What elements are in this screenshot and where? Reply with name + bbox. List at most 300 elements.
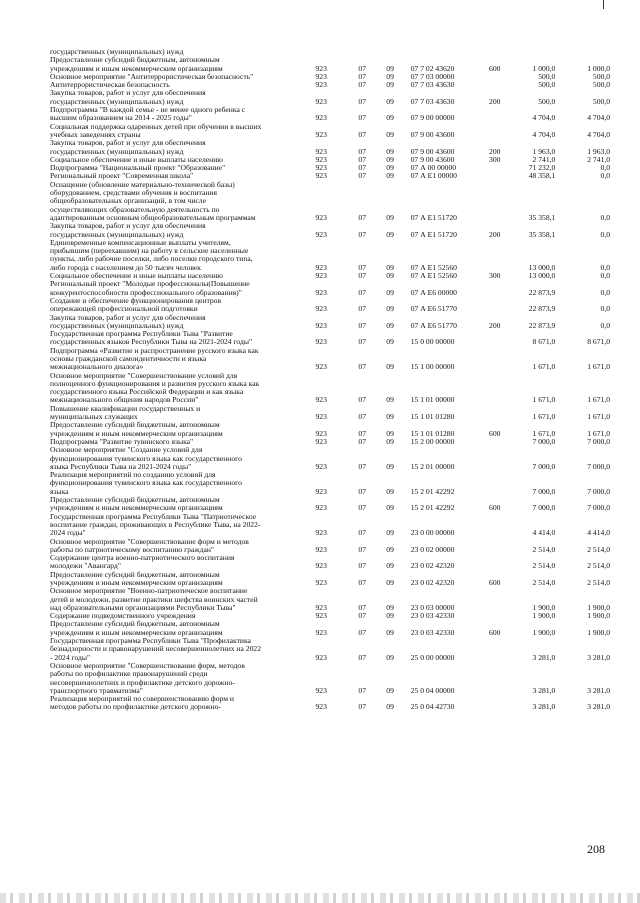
row-amount-first: 2 514,0	[532, 544, 556, 554]
row-target-article: 15 2 01 42292	[410, 503, 455, 513]
row-section: 07	[358, 229, 367, 239]
row-target-article: 23 0 03 42330	[410, 627, 455, 637]
row-subsection: 09	[386, 287, 394, 297]
table-row	[50, 554, 610, 562]
row-subsection: 09	[386, 229, 394, 239]
row-target-article: 23 0 03 00000	[410, 602, 455, 612]
row-amount-second: 0,0	[600, 320, 611, 330]
row-expense-type: 200	[489, 320, 501, 330]
row-section: 07	[358, 702, 367, 712]
row-amount-first: 7 000,0	[532, 436, 556, 446]
scan-edge-noise	[0, 893, 640, 903]
row-section: 07	[358, 436, 367, 446]
row-name: Основное мероприятие "Создание условий для	[50, 445, 203, 455]
row-name: функционирования тувинского языка как государственного	[50, 453, 242, 463]
row-section: 07	[358, 212, 367, 222]
row-expense-type: 200	[489, 146, 501, 156]
row-name: Реализация мероприятий по совершенствованию форм и	[50, 694, 234, 704]
row-section: 07	[358, 561, 367, 571]
row-name: работы по профилактике правонарушений среди	[50, 669, 208, 679]
row-target-article: 23 0 00 00000	[410, 528, 455, 538]
row-target-article: 25 0 04 42730	[410, 702, 455, 712]
row-name: Предоставление субсидий бюджетным, автономным	[50, 55, 220, 65]
row-name: Предоставление субсидий бюджетным, автономным	[50, 495, 220, 505]
row-target-article: 07 А Е6 51770	[410, 320, 457, 330]
row-amount-first: 4 704,0	[532, 113, 556, 123]
row-amount-second: 1 900,0	[587, 602, 611, 612]
row-name: Содержание центра военно-патриотического воспитания	[50, 553, 235, 563]
row-grbs: 923	[315, 129, 327, 139]
row-section: 07	[358, 129, 367, 139]
row-name: государственного языка Российской Федерации и как языка	[50, 387, 244, 397]
row-amount-first: 7 000,0	[532, 503, 556, 513]
row-amount-first: 500,0	[538, 96, 556, 106]
row-section: 07	[358, 486, 367, 496]
row-name: Закупка товаров, работ и услуг для обеспечения	[50, 88, 206, 98]
row-name: транспортного травматизма"	[50, 685, 143, 695]
row-name: Государственная программа Республики Тыва "Патриотическое	[50, 511, 257, 521]
row-amount-second: 4 704,0	[587, 129, 611, 139]
row-section: 07	[358, 528, 367, 538]
row-amount-second: 0,0	[600, 262, 611, 272]
row-expense-type: 600	[489, 627, 501, 637]
row-section: 07	[358, 602, 367, 612]
row-grbs: 923	[315, 212, 327, 222]
row-target-article: 15 2 01 00000	[410, 461, 455, 471]
row-name: либо города с населением до 50 тысяч человек	[50, 262, 201, 272]
row-target-article: 07 А Е6 00000	[410, 287, 457, 297]
row-grbs: 923	[315, 503, 327, 513]
row-amount-second: 2 514,0	[587, 544, 611, 554]
row-grbs: 923	[315, 171, 327, 181]
row-target-article: 23 0 02 00000	[410, 544, 455, 554]
row-amount-second: 2 741,0	[587, 154, 611, 164]
row-section: 07	[358, 685, 367, 695]
row-name: над образовательными организациями Республики Тыва"	[50, 602, 236, 612]
row-amount-second: 0,0	[600, 287, 611, 297]
row-amount-second: 1 671,0	[587, 428, 611, 438]
row-section: 07	[358, 96, 367, 106]
row-name: полноценного функционирования и развития русского языка как	[50, 378, 260, 388]
row-name: воспитание граждан, проживающих в Республике Тыва, на 2022-	[50, 519, 261, 529]
row-section: 07	[358, 304, 367, 314]
row-amount-first: 1 900,0	[532, 627, 556, 637]
row-name: государственных (муниципальных) нужд	[50, 47, 184, 56]
row-name: Подпрограмма "В каждой семье - не менее одного ребенка с	[50, 105, 246, 115]
row-target-article: 07 А Е6 51770	[410, 304, 457, 314]
row-grbs: 923	[315, 287, 327, 297]
row-name: муниципальных служащих	[50, 412, 138, 422]
row-target-article: 07 9 00 00000	[410, 113, 455, 123]
row-name: Социальное обеспечение и иные выплаты населению	[50, 271, 223, 281]
row-subsection: 09	[386, 63, 394, 73]
row-target-article: 07 А Е1 52560	[410, 271, 457, 281]
row-target-article: 25 0 00 00000	[410, 652, 455, 662]
row-name: Основное мероприятие "Совершенствование форм, методов	[50, 660, 245, 670]
row-section: 07	[358, 171, 367, 181]
scan-mark	[603, 0, 604, 9]
row-target-article: 07 А Е1 51720	[410, 212, 457, 222]
row-name: Региональный проект "Современная школа"	[50, 171, 194, 181]
row-expense-type: 300	[489, 154, 501, 164]
row-subsection: 09	[386, 544, 394, 554]
row-amount-second: 2 514,0	[587, 578, 611, 587]
row-name: общеобразовательных организаций, в том числе	[50, 196, 206, 206]
row-target-article: 15 1 01 00000	[410, 395, 455, 405]
row-amount-first: 35 358,1	[528, 212, 556, 222]
row-amount-first: 7 000,0	[532, 486, 556, 496]
row-grbs: 923	[315, 80, 327, 90]
row-amount-second: 1 671,0	[587, 395, 611, 405]
row-amount-second: 7 000,0	[587, 486, 611, 496]
row-grbs: 923	[315, 627, 327, 637]
row-name: государственных (муниципальных) нужд	[50, 229, 184, 239]
row-amount-first: 3 281,0	[532, 685, 556, 695]
row-amount-first: 13 000,0	[528, 262, 556, 272]
budget-table	[50, 48, 610, 712]
row-amount-second: 4 704,0	[587, 113, 611, 123]
row-section: 07	[358, 80, 367, 90]
row-section: 07	[358, 113, 367, 123]
row-amount-second: 1 671,0	[587, 362, 611, 372]
row-amount-second: 0,0	[600, 304, 611, 314]
row-name: Государственная программа Республики Тыва "Профилактика	[50, 636, 251, 646]
row-amount-second: 1 900,0	[587, 627, 611, 637]
row-amount-first: 4 414,0	[532, 528, 556, 538]
row-amount-first: 35 358,1	[528, 229, 556, 239]
row-name: межнационального диалога»	[50, 362, 144, 372]
row-target-article: 07 А Е1 51720	[410, 229, 457, 239]
row-name: детей и молодежи, развитие практики шефства воинских частей	[50, 594, 258, 604]
row-name: государственных (муниципальных) нужд	[50, 146, 184, 156]
row-grbs: 923	[315, 461, 327, 471]
row-grbs: 923	[315, 578, 327, 587]
row-section: 07	[358, 611, 367, 621]
row-amount-first: 1 963,0	[532, 146, 556, 156]
row-subsection: 09	[386, 627, 394, 637]
row-name: Оснащение (обновление материально-технической базы)	[50, 179, 235, 189]
row-subsection: 09	[386, 154, 394, 164]
row-name: Основное мероприятие "Совершенствование условий для	[50, 370, 238, 380]
row-grbs: 923	[315, 271, 327, 281]
row-amount-first: 22 873,9	[528, 287, 556, 297]
row-name: Государственная программа Республики Тыва "Развитие	[50, 329, 233, 339]
row-subsection: 09	[386, 503, 394, 513]
row-name: Подпрограмма «Развитие и распространение русского языка как	[50, 345, 259, 355]
row-name: Основное мероприятие "Совершенствование форм и методов	[50, 536, 249, 546]
row-amount-second: 3 281,0	[587, 702, 611, 712]
row-amount-second: 4 414,0	[587, 528, 611, 538]
row-target-article: 07 9 00 43600	[410, 154, 455, 164]
row-amount-first: 22 873,9	[528, 304, 556, 314]
row-name: Подпрограмма "Национальный проект "Образование"	[50, 163, 226, 173]
row-name: учреждениям и иным некоммерческим организациям	[50, 627, 223, 637]
row-name: Предоставление субсидий бюджетным, автономным	[50, 619, 220, 629]
row-subsection: 09	[386, 578, 394, 587]
row-subsection: 09	[386, 395, 394, 405]
row-name: безнадзорности и правонарушений несовершеннолетних на 2022	[50, 644, 261, 654]
row-name: Предоставление субсидий бюджетным, автономным	[50, 569, 220, 579]
row-grbs: 923	[315, 362, 327, 372]
row-amount-second: 0,0	[600, 163, 611, 173]
row-amount-first: 1 671,0	[532, 362, 556, 372]
row-name: Повышение квалификации государственных и	[50, 403, 201, 413]
row-grbs: 923	[315, 528, 327, 538]
row-subsection: 09	[386, 171, 394, 181]
row-amount-second: 500,0	[592, 96, 611, 106]
row-name: адаптированным основным общеобразовательным программам	[50, 212, 256, 222]
row-grbs: 923	[315, 602, 327, 612]
row-expense-type: 600	[489, 428, 501, 438]
row-amount-second: 1 671,0	[587, 412, 611, 422]
row-target-article: 15 2 00 00000	[410, 436, 455, 446]
row-name: Основное мероприятие "Военно-патриотическое воспитание	[50, 586, 248, 596]
row-name: государственных (муниципальных) нужд	[50, 320, 184, 330]
row-section: 07	[358, 271, 367, 281]
row-amount-second: 0,0	[600, 229, 611, 239]
row-subsection: 09	[386, 320, 394, 330]
row-amount-first: 1 900,0	[532, 602, 556, 612]
row-amount-first: 71 232,0	[528, 163, 556, 173]
row-section: 07	[358, 154, 367, 164]
row-name: государственных языков Республики Тыва на 2021-2024 годы"	[50, 337, 253, 347]
row-target-article: 07 9 00 43600	[410, 129, 455, 139]
row-name: учреждениям и иным некоммерческим организациям	[50, 428, 223, 438]
row-target-article: 23 0 02 42320	[410, 578, 455, 587]
row-subsection: 09	[386, 436, 394, 446]
row-grbs: 923	[315, 229, 327, 239]
row-subsection: 09	[386, 262, 394, 272]
row-amount-first: 48 358,1	[528, 171, 556, 181]
row-subsection: 09	[386, 362, 394, 372]
row-name: 2024 годы"	[50, 528, 86, 538]
row-grbs: 923	[315, 428, 327, 438]
row-amount-second: 7 000,0	[587, 503, 611, 513]
row-subsection: 09	[386, 428, 394, 438]
row-section: 07	[358, 146, 367, 156]
row-amount-first: 1 000,0	[532, 63, 556, 73]
row-section: 07	[358, 461, 367, 471]
row-expense-type: 600	[489, 578, 501, 587]
row-section: 07	[358, 412, 367, 422]
row-target-article: 07 А Е1 00000	[410, 171, 457, 181]
row-subsection: 09	[386, 486, 394, 496]
table-row	[50, 703, 610, 711]
row-grbs: 923	[315, 71, 327, 81]
row-name: языка Республики Тыва на 2021-2024 годы"	[50, 461, 192, 471]
row-subsection: 09	[386, 163, 394, 173]
row-amount-second: 500,0	[592, 80, 611, 90]
row-name: Содержание подведомственного учреждения	[50, 611, 196, 621]
row-amount-first: 1 900,0	[532, 611, 556, 621]
row-name: Антитеррористическая безопасность	[50, 80, 170, 90]
row-grbs: 923	[315, 412, 327, 422]
row-subsection: 09	[386, 80, 394, 90]
row-grbs: 923	[315, 113, 327, 123]
row-grbs: 923	[315, 154, 327, 164]
row-subsection: 09	[386, 652, 394, 662]
row-target-article: 15 0 00 00000	[410, 337, 455, 347]
row-grbs: 923	[315, 611, 327, 621]
row-grbs: 923	[315, 486, 327, 496]
row-grbs: 923	[315, 63, 327, 73]
row-subsection: 09	[386, 146, 394, 156]
row-grbs: 923	[315, 337, 327, 347]
row-grbs: 923	[315, 685, 327, 695]
row-grbs: 923	[315, 702, 327, 712]
row-amount-first: 3 281,0	[532, 702, 556, 712]
row-name: конкурентоспособности профессионального образования)"	[50, 287, 242, 297]
row-grbs: 923	[315, 320, 327, 330]
row-name: Закупка товаров, работ и услуг для обеспечения	[50, 221, 206, 231]
row-amount-first: 4 704,0	[532, 129, 556, 139]
row-section: 07	[358, 287, 367, 297]
row-expense-type: 200	[489, 96, 501, 106]
row-name: языка	[50, 486, 69, 496]
row-amount-second: 8 671,0	[587, 337, 611, 347]
row-name: учреждениям и иным некоммерческим организациям	[50, 63, 223, 73]
row-target-article: 07 7 02 43620	[410, 63, 455, 73]
row-section: 07	[358, 652, 367, 662]
table-row	[50, 521, 610, 529]
row-subsection: 09	[386, 685, 394, 695]
row-grbs: 923	[315, 96, 327, 106]
row-subsection: 09	[386, 113, 394, 123]
row-name: Социальная поддержка одаренных детей при обучении в высших	[50, 121, 262, 131]
row-target-article: 07 А 00 00000	[410, 163, 457, 173]
row-subsection: 09	[386, 528, 394, 538]
row-name: молодежи "Авангард"	[50, 561, 121, 571]
row-target-article: 15 2 01 42292	[410, 486, 455, 496]
row-amount-first: 2 514,0	[532, 561, 556, 571]
row-amount-second: 0,0	[600, 271, 611, 281]
row-section: 07	[358, 362, 367, 372]
row-amount-first: 1 671,0	[532, 412, 556, 422]
row-name: Реализация мероприятий по созданию условий для	[50, 470, 216, 480]
row-amount-first: 1 671,0	[532, 395, 556, 405]
row-subsection: 09	[386, 412, 394, 422]
row-name: функционирования тувинского языка как государственного	[50, 478, 242, 488]
row-section: 07	[358, 395, 367, 405]
row-grbs: 923	[315, 146, 327, 156]
row-target-article: 23 0 03 42330	[410, 611, 455, 621]
row-section: 07	[358, 503, 367, 513]
row-section: 07	[358, 262, 367, 272]
row-grbs: 923	[315, 652, 327, 662]
row-amount-first: 1 671,0	[532, 428, 556, 438]
row-amount-first: 7 000,0	[532, 461, 556, 471]
row-amount-second: 3 281,0	[587, 685, 611, 695]
row-amount-second: 1 000,0	[587, 63, 611, 73]
row-name: Закупка товаров, работ и услуг для обеспечения	[50, 312, 206, 322]
row-section: 07	[358, 544, 367, 554]
row-name: основы гражданской самоидентичности и языка	[50, 353, 207, 363]
row-amount-first: 3 281,0	[532, 652, 556, 662]
row-target-article: 15 1 01 01280	[410, 412, 455, 422]
row-name: Основное мероприятие "Антитеррористическая безопасность"	[50, 71, 254, 81]
row-name: учреждениям и иным некоммерческим организациям	[50, 503, 223, 513]
row-name: методов работы по профилактике детского дорожно-	[50, 702, 221, 712]
row-section: 07	[358, 71, 367, 81]
row-expense-type: 300	[489, 271, 501, 281]
row-target-article: 25 0 04 00000	[410, 685, 455, 695]
row-name: учреждениям и иным некоммерческим организациям	[50, 578, 223, 587]
row-name: прибывшим (переехавшим) на работу в сельские населенные	[50, 246, 249, 256]
row-subsection: 09	[386, 337, 394, 347]
row-section: 07	[358, 578, 367, 587]
row-amount-first: 22 873,9	[528, 320, 556, 330]
row-name: Предоставление субсидий бюджетным, автономным	[50, 420, 220, 430]
row-grbs: 923	[315, 544, 327, 554]
row-name: Социальное обеспечение и иные выплаты населению	[50, 154, 223, 164]
row-name: государственных (муниципальных) нужд	[50, 96, 184, 106]
row-amount-first: 13 000,0	[528, 271, 556, 281]
row-expense-type: 600	[489, 503, 501, 513]
row-amount-first: 500,0	[538, 80, 556, 90]
row-target-article: 15 1 00 00000	[410, 362, 455, 372]
row-name: осуществляющих образовательную деятельность по	[50, 204, 220, 214]
row-name: Региональный проект "Молодые профессионалы(Повышение	[50, 279, 250, 289]
row-target-article: 07 А Е1 52560	[410, 262, 457, 272]
row-subsection: 09	[386, 702, 394, 712]
row-expense-type: 600	[489, 63, 501, 73]
row-section: 07	[358, 627, 367, 637]
row-name: Создание и обеспечение функционирования центров	[50, 295, 222, 305]
row-subsection: 09	[386, 271, 394, 281]
row-grbs: 923	[315, 304, 327, 314]
row-name: опережающей профессиональной подготовки	[50, 304, 198, 314]
row-target-article: 07 7 03 43630	[410, 80, 455, 90]
row-amount-second: 7 000,0	[587, 436, 611, 446]
row-amount-second: 1 900,0	[587, 611, 611, 621]
row-amount-second: 500,0	[592, 71, 611, 81]
row-amount-second: 1 963,0	[587, 146, 611, 156]
row-target-article: 23 0 02 42320	[410, 561, 455, 571]
page-number: 208	[587, 842, 605, 856]
row-subsection: 09	[386, 561, 394, 571]
row-subsection: 09	[386, 96, 394, 106]
row-section: 07	[358, 337, 367, 347]
row-subsection: 09	[386, 212, 394, 222]
row-grbs: 923	[315, 561, 327, 571]
row-name: высшим образованием на 2014 - 2025 годы"	[50, 113, 192, 123]
row-name: Подпрограмма "Развитие тувинского языка"	[50, 436, 194, 446]
row-amount-first: 2 514,0	[532, 578, 556, 587]
row-amount-second: 2 514,0	[587, 561, 611, 571]
table-row	[50, 479, 610, 487]
row-subsection: 09	[386, 71, 394, 81]
row-grbs: 923	[315, 436, 327, 446]
row-name: учебных заведениях страны	[50, 129, 141, 139]
row-target-article: 15 1 01 01280	[410, 428, 455, 438]
row-amount-first: 2 741,0	[532, 154, 556, 164]
row-section: 07	[358, 320, 367, 330]
row-subsection: 09	[386, 611, 394, 621]
row-amount-second: 0,0	[600, 212, 611, 222]
row-grbs: 923	[315, 262, 327, 272]
row-grbs: 923	[315, 163, 327, 173]
row-section: 07	[358, 428, 367, 438]
row-name: несовершеннолетних и профилактике детского дорожно-	[50, 677, 235, 687]
row-name: работы по патриотическому воспитанию граждан"	[50, 544, 215, 554]
row-name: оборудованием, средствами обучения и воспитания	[50, 188, 217, 198]
row-name: Закупка товаров, работ и услуг для обеспечения	[50, 138, 206, 148]
row-target-article: 07 9 00 43600	[410, 146, 455, 156]
row-subsection: 09	[386, 129, 394, 139]
row-target-article: 07 7 03 43630	[410, 96, 455, 106]
row-section: 07	[358, 163, 367, 173]
row-amount-second: 0,0	[600, 171, 611, 181]
